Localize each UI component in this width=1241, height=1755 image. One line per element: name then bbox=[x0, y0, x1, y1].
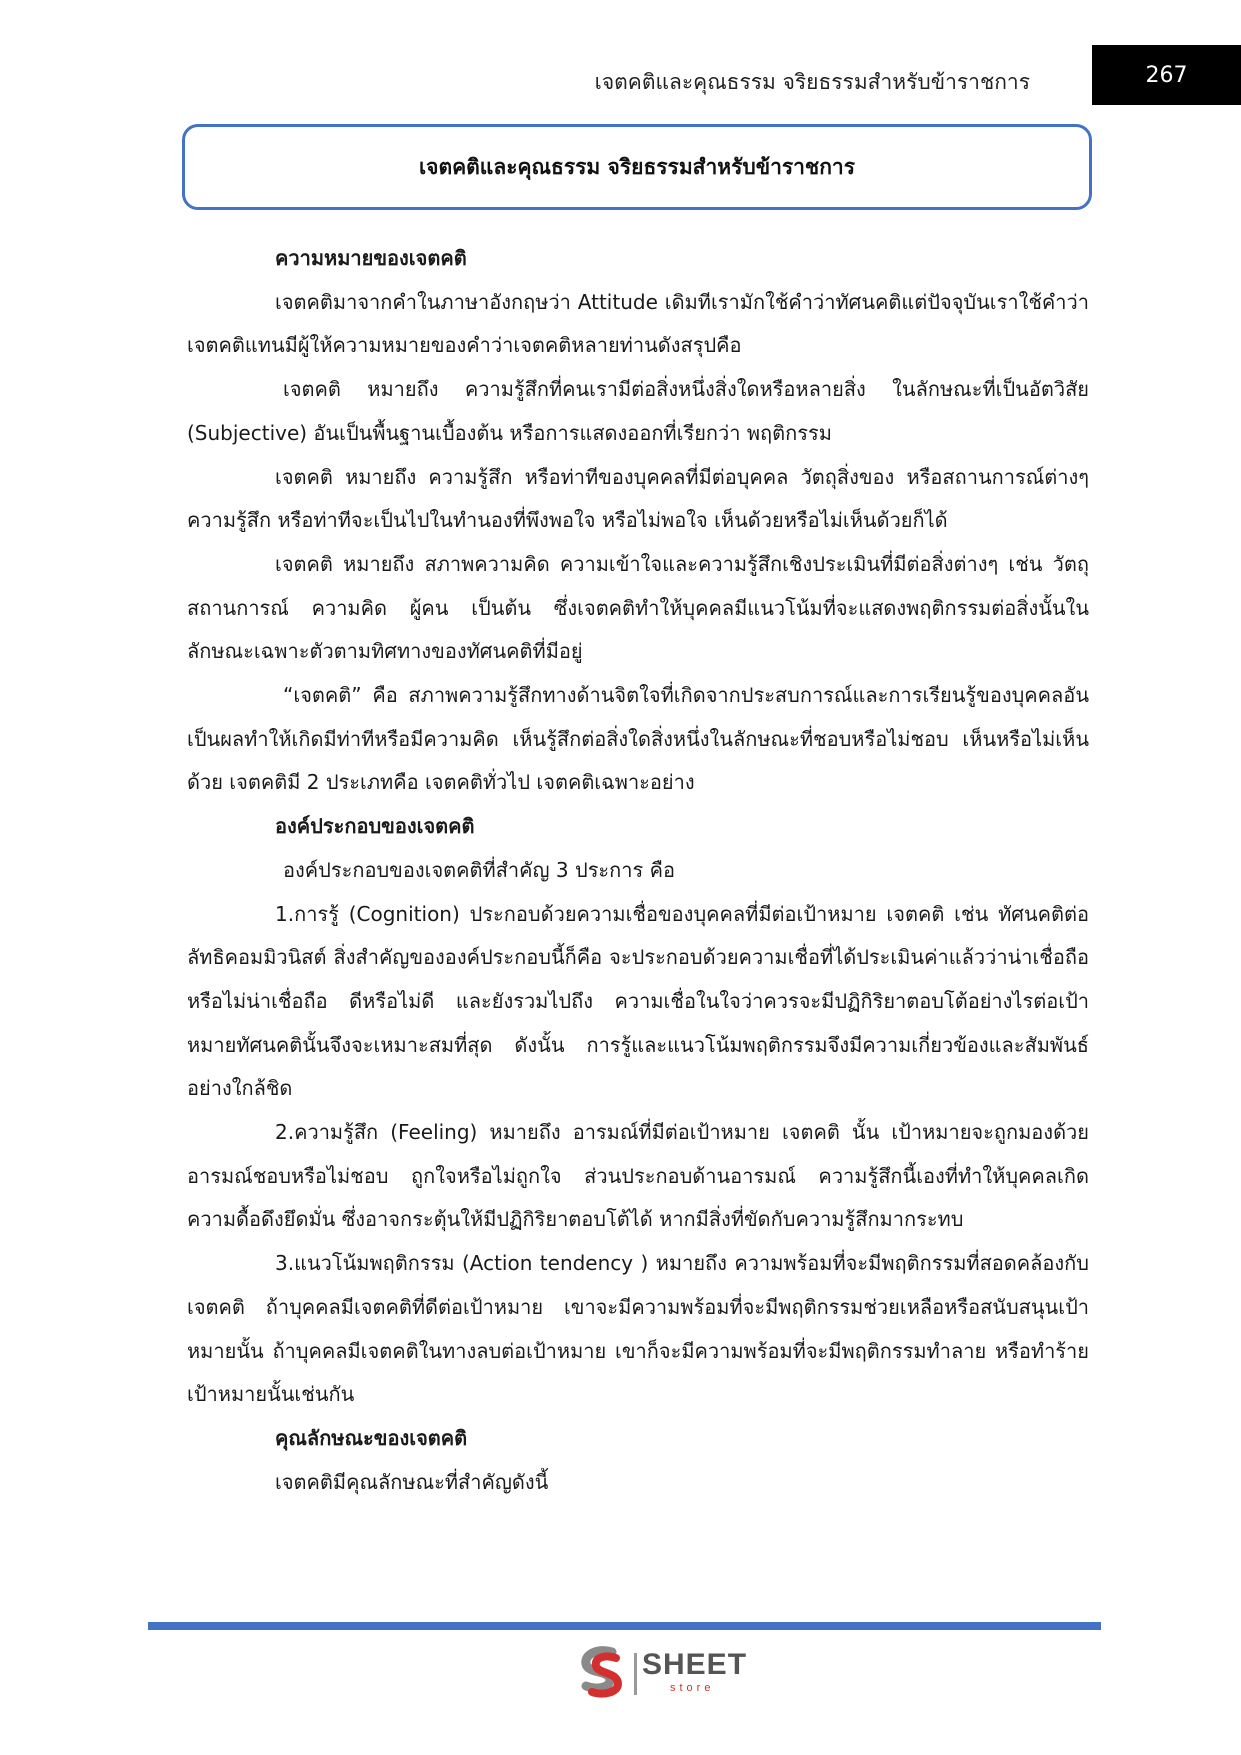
logo-divider bbox=[634, 1653, 637, 1695]
logo-subtext: store bbox=[670, 1682, 715, 1694]
paragraph: เจตคติมีคุณลักษณะที่สำคัญดังนี้ bbox=[275, 1469, 549, 1494]
chapter-title-box bbox=[182, 124, 1092, 210]
paragraph: 1.การรู้ (Cognition) ประกอบด้วยความเชื่อของบุคคลที่มีต่อเป้าหมาย เจตคติ เช่น ทัศนคติต่อลัทธิคอมมิวนิสต์ สิ่งสำคัญขององค์ประกอบนี้ก็คือ จะประกอบด้วยความเชื่อที่ได้ประเมินค่าแล้วว่าน่าเชื่อถือหรือไม่น่าเชื่อถือ ดีหรือไม่ดี และยังรวมไปถึง ความเชื่อในใจว่าควรจะมีปฏิกิริยาตอบโต้อย่างไรต่อเป้าหมายทัศนคตินั้นจึงจะเหมาะสมที่สุด ดังนั้น การรู้และแนวโน้มพฤติกรรมจึงมีความเกี่ยวข้องและสัมพันธ์อย่างใกล้ชิด bbox=[187, 901, 1089, 1101]
paragraph: “เจตคติ” คือ สภาพความรู้สึกทางด้านจิตใจที่เกิดจากประสบการณ์และการเรียนรู้ของบุคคลอันเป็นผลทำให้เกิดมีท่าทีหรือมีความคิด เห็นรู้สึกต่อสิ่งใดสิ่งหนึ่งในลักษณะที่ชอบหรือไม่ชอบ เห็นหรือไม่เห็นด้วย เจตคติมี 2 ประเภทคือ เจตคติทั่วไป เจตคติเฉพาะอย่าง bbox=[187, 683, 1089, 795]
paragraph: เจตคติ หมายถึง สภาพความคิด ความเข้าใจและความรู้สึกเชิงประเมินที่มีต่อสิ่งต่างๆ เช่น วัตถุ สถานการณ์ ความคิด ผู้คน เป็นต้น ซึ่งเจตคติทำให้บุคคลมีแนวโน้มที่จะแสดงพฤติกรรมต่อสิ่งนั้นในลักษณะเฉพาะตัวตามทิศทางของทัศนคติที่มีอยู่ bbox=[187, 551, 1089, 664]
page-number: 267 bbox=[1145, 62, 1188, 88]
chapter-title: เจตคติและคุณธรรม จริยธรรมสำหรับข้าราชการ bbox=[419, 154, 855, 179]
section-heading-components: องค์ประกอบของเจตคติ bbox=[275, 814, 475, 839]
section-heading-meaning: ความหมายของเจตคติ bbox=[275, 246, 467, 270]
sheet-logo-icon bbox=[574, 1644, 630, 1700]
footer-divider bbox=[148, 1622, 1101, 1630]
document-body bbox=[187, 237, 1089, 1504]
paragraph: 3.แนวโน้มพฤติกรรม (Action tendency ) หมายถึง ความพร้อมที่จะมีพฤติกรรมที่สอดคล้องกับเจตคติ ถ้าบุคคลมีเจตคติที่ดีต่อเป้าหมาย เขาจะมีความพร้อมที่จะมีพฤติกรรมช่วยเหลือหรือสนับสนุนเป้าหมายนั้น ถ้าบุคคลมีเจตคติในทางลบต่อเป้าหมาย เขาก็จะมีความพร้อมที่จะมีพฤติกรรมทำลาย หรือทำร้าย เป้าหมายนั้นเช่นกัน bbox=[187, 1251, 1089, 1407]
logo-text: SHEET bbox=[642, 1648, 748, 1681]
paragraph: เจตคติมาจากคำในภาษาอังกฤษว่า Attitude เดิมทีเรามักใช้คำว่าทัศนคติแต่ปัจจุบันเราใช้คำว่าเจตคติแทนมีผู้ให้ความหมายของคำว่าเจตคติหลายท่านดังสรุปคือ bbox=[187, 289, 1089, 358]
paragraph: เจตคติ หมายถึง ความรู้สึก หรือท่าทีของบุคคลที่มีต่อบุคคล วัตถุสิ่งของ หรือสถานการณ์ต่างๆ ความรู้สึก หรือท่าทีจะเป็นไปในทำนองที่พึงพอใจ หรือไม่พอใจ เห็นด้วยหรือไม่เห็นด้วยก็ได้ bbox=[187, 464, 1089, 533]
paragraph: 2.ความรู้สึก (Feeling) หมายถึง อารมณ์ที่มีต่อเป้าหมาย เจตคติ นั้น เป้าหมายจะถูกมองด้วยอารมณ์ชอบหรือไม่ชอบ ถูกใจหรือไม่ถูกใจ ส่วนประกอบด้านอารมณ์ ความรู้สึกนี้เองที่ทำให้บุคคลเกิดความดื้อดึงยึดมั่น ซึ่งอาจกระตุ้นให้มีปฏิกิริยาตอบโต้ได้ หากมีสิ่งที่ขัดกับความรู้สึกมากระทบ bbox=[187, 1120, 1089, 1232]
page-number-box bbox=[1092, 45, 1241, 105]
section-heading-characteristics: คุณลักษณะของเจตคติ bbox=[275, 1425, 468, 1450]
paragraph: เจตคติ หมายถึง ความรู้สึกที่คนเรามีต่อสิ่งหนึ่งสิ่งใดหรือหลายสิ่ง ในลักษณะที่เป็นอัตวิสัย (Subjective) อันเป็นพื้นฐานเบื้องต้น หรือการแสดงออกที่เรียกว่า พฤติกรรม bbox=[187, 377, 1089, 445]
paragraph: องค์ประกอบของเจตคติที่สำคัญ 3 ประการ คือ bbox=[283, 857, 676, 882]
running-header-title: เจตคติและคุณธรรม จริยธรรมสำหรับข้าราชการ bbox=[594, 70, 1030, 94]
